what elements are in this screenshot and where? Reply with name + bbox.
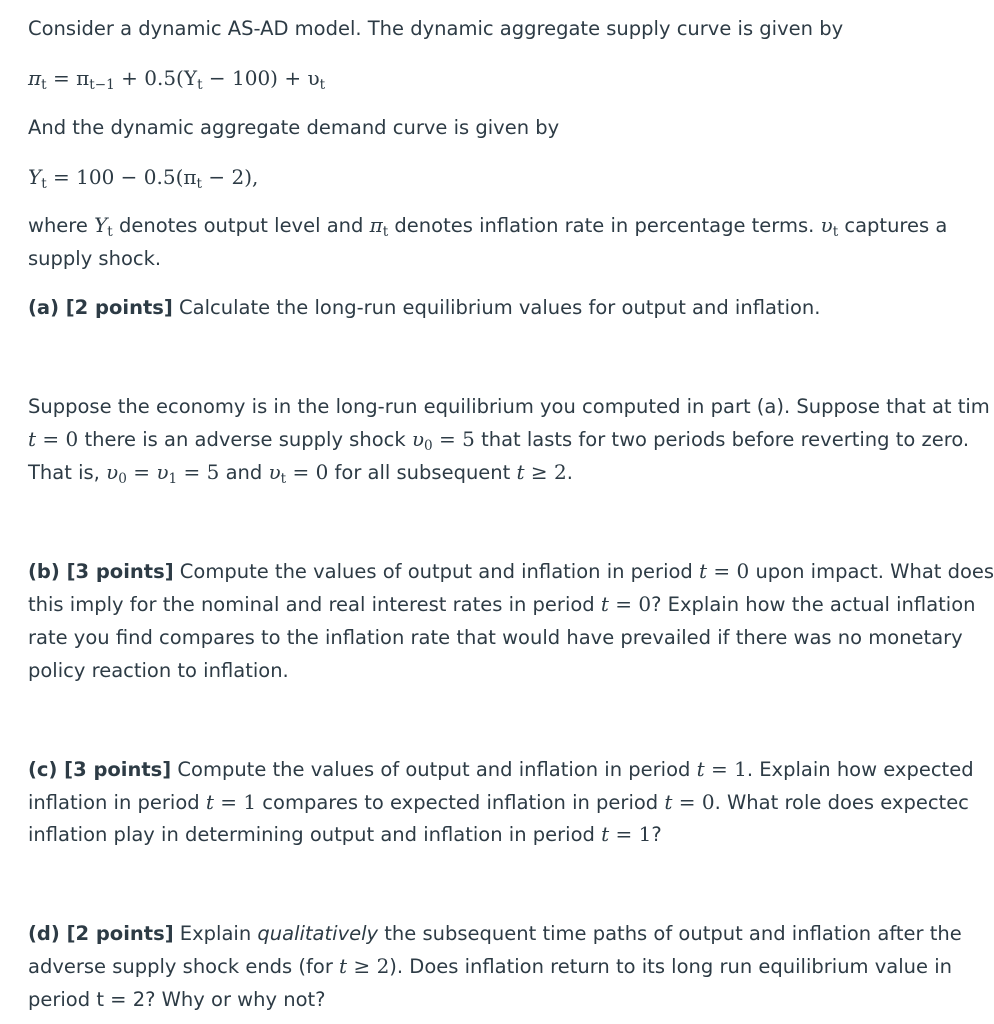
intro-text: Consider a dynamic AS-AD model. The dynamic aggregate supply curve is given by xyxy=(28,17,844,40)
part-a-label: (a) [2 points] xyxy=(28,296,173,319)
part-d-label: (d) [2 points] xyxy=(28,922,174,945)
ad-intro-text: And the dynamic aggregate demand curve is given by xyxy=(28,116,560,139)
part-b-label: (b) [3 points] xyxy=(28,560,174,583)
as-equation: $\pi_t = \pi_{t-1} + 0.5(Y_t - 100) + \upsilon_t$ xyxy=(28,66,326,93)
part-a: (a) [2 points] Calculate the long-run equilibrium values for output and inflation. xyxy=(28,296,821,319)
ad-equation: $Y_t = 100 - 0.5(\pi_t - 2)$, xyxy=(28,165,259,192)
part-c-label: (c) [3 points] xyxy=(28,758,172,781)
